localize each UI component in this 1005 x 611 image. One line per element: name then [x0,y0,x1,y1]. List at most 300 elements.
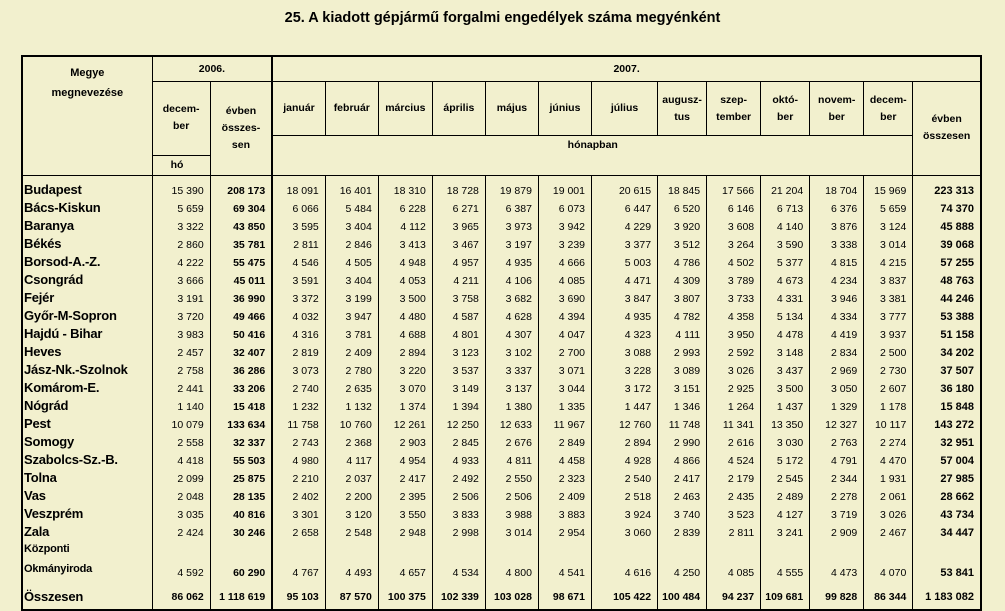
county-name: Vas [22,485,152,503]
county-name: Jász-Nk.-Szolnok [22,359,152,377]
annual-2007-value: 44 246 [913,287,981,305]
table-row [22,323,981,341]
month-value: 2 743 [272,431,325,449]
month-value: 4 085 [707,539,761,579]
month-value: 4 211 [432,269,485,287]
month-value: 2 903 [378,431,432,449]
month-value: 4 954 [378,449,432,467]
month-value: 21 204 [761,175,810,197]
annual-2007-header-b: összesen [923,130,971,143]
month-value: 4 471 [592,269,658,287]
month-value: 3 050 [810,377,864,395]
month-value: 2 550 [485,467,538,485]
month-value: 3 220 [378,359,432,377]
data-table [21,55,982,611]
month-value: 100 484 [658,587,707,610]
month-header [592,82,658,136]
dec-2006-value: 2 424 [152,521,210,539]
month-value: 12 760 [592,413,658,431]
month-value: 4 948 [378,251,432,269]
month-value: 3 733 [707,287,761,305]
month-value: 2 489 [761,485,810,503]
spacer-row [22,579,981,587]
month-value: 5 377 [761,251,810,269]
month-value: 4 085 [538,269,591,287]
month-value: 3 264 [707,233,761,251]
annual-2006-value: 35 781 [210,233,272,251]
month-value: 4 933 [432,449,485,467]
honapban-spacer [272,155,913,175]
month-label-b: ber [880,110,897,123]
month-value: 3 404 [325,215,378,233]
county-name: Békés [22,233,152,251]
month-value: 6 447 [592,197,658,215]
dec-2006-value: 15 390 [152,175,210,197]
dec-2006-value: 86 062 [152,587,210,610]
county-name: Fejér [22,287,152,305]
month-value: 2 417 [378,467,432,485]
month-value: 4 473 [810,539,864,579]
total-row [22,587,981,610]
month-value: 6 228 [378,197,432,215]
annual-2007-value: 53 841 [913,539,981,579]
table-row [22,503,981,521]
month-value: 3 404 [325,269,378,287]
month-value: 1 346 [658,395,707,413]
month-value: 3 338 [810,233,864,251]
month-value: 5 134 [761,305,810,323]
month-value: 3 595 [272,215,325,233]
month-value: 2 763 [810,431,864,449]
annual-2006-value: 1 118 619 [210,587,272,610]
month-value: 2 409 [325,341,378,359]
table-row [22,251,981,269]
month-value: 2 592 [707,341,761,359]
table-row [22,413,981,431]
month-header [538,82,591,136]
month-value: 3 789 [707,269,761,287]
month-value: 4 786 [658,251,707,269]
year-2006-header: 2006. [152,56,272,82]
table-row [22,521,981,539]
spacer-cell [432,579,485,587]
month-value: 4 673 [761,269,810,287]
month-value: 4 307 [485,323,538,341]
month-value: 2 540 [592,467,658,485]
table-row [22,341,981,359]
month-value: 2 834 [810,341,864,359]
table-row [22,305,981,323]
month-value: 3 197 [485,233,538,251]
month-value: 3 847 [592,287,658,305]
kozponti-label-line2: Okmányiroda [24,562,93,575]
dec-2006-value: 5 659 [152,197,210,215]
month-value: 3 500 [378,287,432,305]
month-label-b: tus [674,110,690,123]
month-value: 13 350 [761,413,810,431]
month-value: 2 616 [707,431,761,449]
spacer-cell [325,579,378,587]
annual-2006-value: 40 816 [210,503,272,521]
month-value: 4 811 [485,449,538,467]
month-value: 4 800 [485,539,538,579]
month-value: 2 811 [272,233,325,251]
dec-2006-value: 4 418 [152,449,210,467]
month-value: 4 767 [272,539,325,579]
month-value: 2 990 [658,431,707,449]
month-value: 4 980 [272,449,325,467]
annual-2006-value: 36 286 [210,359,272,377]
month-header [707,82,761,136]
spacer-cell [658,579,707,587]
month-value: 15 969 [864,175,913,197]
month-value: 4 502 [707,251,761,269]
month-value: 4 688 [378,323,432,341]
spacer-cell [485,579,538,587]
month-value: 3 014 [864,233,913,251]
month-value: 3 833 [432,503,485,521]
month-value: 2 700 [538,341,591,359]
month-value: 4 628 [485,305,538,323]
month-value: 3 044 [538,377,591,395]
annual-2007-value: 36 180 [913,377,981,395]
month-value: 2 200 [325,485,378,503]
annual-2007-value: 43 734 [913,503,981,521]
month-value: 4 215 [864,251,913,269]
month-value: 3 337 [485,359,538,377]
month-value: 3 372 [272,287,325,305]
dec-2006-value: 3 322 [152,215,210,233]
month-value: 3 088 [592,341,658,359]
month-value: 3 924 [592,503,658,521]
month-value: 6 066 [272,197,325,215]
month-label: június [549,102,581,114]
county-name: Veszprém [22,503,152,521]
month-label-b: ber [828,110,845,123]
table-row [22,215,981,233]
month-value: 3 950 [707,323,761,341]
month-value: 2 435 [707,485,761,503]
month-value: 3 381 [864,287,913,305]
month-value: 2 780 [325,359,378,377]
month-value: 3 124 [864,215,913,233]
month-value: 99 828 [810,587,864,610]
month-value: 2 998 [432,521,485,539]
county-name: Budapest [22,175,152,197]
month-header [864,82,913,136]
month-value: 4 106 [485,269,538,287]
month-value: 4 866 [658,449,707,467]
month-value: 3 060 [592,521,658,539]
annual-2007-value: 32 951 [913,431,981,449]
month-value: 98 671 [538,587,591,610]
month-value: 4 053 [378,269,432,287]
month-value: 4 505 [325,251,378,269]
month-value: 18 845 [658,175,707,197]
dec-2006-value: 3 035 [152,503,210,521]
month-value: 3 920 [658,215,707,233]
spacer-cell [810,579,864,587]
annual-2007-value: 53 388 [913,305,981,323]
month-label: március [385,102,426,114]
month-value: 3 988 [485,503,538,521]
month-value: 4 358 [707,305,761,323]
month-value: 3 777 [864,305,913,323]
dec-2006-header-b: ber [172,120,190,133]
month-value: 18 728 [432,175,485,197]
dec-2006-value: 2 758 [152,359,210,377]
month-label: augusz- [662,93,702,106]
county-name: Szabolcs-Sz.-B. [22,449,152,467]
dec-2006-header-a: decem- [162,103,200,116]
table-row [22,197,981,215]
month-value: 4 815 [810,251,864,269]
month-value: 2 463 [658,485,707,503]
month-value: 4 524 [707,449,761,467]
month-value: 4 801 [432,323,485,341]
month-value: 3 026 [864,503,913,521]
month-value: 4 250 [658,539,707,579]
month-value: 2 518 [592,485,658,503]
annual-2006-value: 33 206 [210,377,272,395]
annual-2006-header-b: összes- [221,121,261,134]
month-value: 3 973 [485,215,538,233]
county-name: Győr-M-Sopron [22,305,152,323]
annual-2006-value: 50 416 [210,323,272,341]
county-name: Tolna [22,467,152,485]
month-value: 12 261 [378,413,432,431]
month-value: 102 339 [432,587,485,610]
month-value: 3 073 [272,359,325,377]
month-value: 4 127 [761,503,810,521]
spacer-cell [272,579,325,587]
month-value: 6 073 [538,197,591,215]
month-value: 1 335 [538,395,591,413]
month-value: 3 467 [432,233,485,251]
month-value: 1 931 [864,467,913,485]
month-value: 2 395 [378,485,432,503]
month-value: 3 239 [538,233,591,251]
month-value: 3 591 [272,269,325,287]
kozponti-label [24,539,152,579]
annual-2007-value: 223 313 [913,175,981,197]
month-value: 3 523 [707,503,761,521]
spacer-cell [538,579,591,587]
month-value: 2 402 [272,485,325,503]
month-value: 19 001 [538,175,591,197]
month-value: 2 492 [432,467,485,485]
month-value: 3 070 [378,377,432,395]
annual-2006-value: 32 407 [210,341,272,359]
dec-2006-value: 3 666 [152,269,210,287]
county-header [22,56,152,175]
month-value: 4 587 [432,305,485,323]
spacer-cell [152,579,210,587]
month-value: 3 608 [707,215,761,233]
table-row [22,467,981,485]
table-row [22,287,981,305]
page-title: 25. A kiadott gépjármű forgalmi engedélyek száma megyénként [284,10,721,26]
month-value: 1 178 [864,395,913,413]
month-value: 3 883 [538,503,591,521]
annual-2006-value: 32 337 [210,431,272,449]
month-value: 3 301 [272,503,325,521]
month-value: 3 837 [864,269,913,287]
month-value: 94 237 [707,587,761,610]
month-value: 4 111 [658,323,707,341]
dec-2006-header [152,82,210,156]
month-value: 3 781 [325,323,378,341]
month-value: 3 682 [485,287,538,305]
month-value: 109 681 [761,587,810,610]
month-value: 3 120 [325,503,378,521]
annual-2007-value: 39 068 [913,233,981,251]
spacer-cell [210,579,272,587]
month-value: 4 032 [272,305,325,323]
month-value: 2 819 [272,341,325,359]
month-value: 2 839 [658,521,707,539]
month-value: 4 928 [592,449,658,467]
month-value: 18 704 [810,175,864,197]
month-value: 3 199 [325,287,378,305]
month-value: 2 368 [325,431,378,449]
annual-2006-header-a: évben [225,104,257,117]
month-value: 11 748 [658,413,707,431]
month-label: január [283,102,315,114]
month-value: 2 278 [810,485,864,503]
month-value: 105 422 [592,587,658,610]
month-value: 3 413 [378,233,432,251]
annual-2007-value: 34 202 [913,341,981,359]
month-value: 19 879 [485,175,538,197]
ho-label: hó [152,155,210,175]
annual-2006-value: 69 304 [210,197,272,215]
month-value: 12 633 [485,413,538,431]
month-value: 3 807 [658,287,707,305]
month-value: 16 401 [325,175,378,197]
county-name: Bács-Kiskun [22,197,152,215]
table-row [22,175,981,197]
month-value: 2 409 [538,485,591,503]
month-label: novem- [818,93,856,106]
month-value: 2 846 [325,233,378,251]
month-value: 4 470 [864,449,913,467]
month-value: 1 329 [810,395,864,413]
month-label: február [333,102,370,114]
month-value: 3 947 [325,305,378,323]
annual-2006-value: 28 135 [210,485,272,503]
month-value: 2 845 [432,431,485,449]
annual-2006-value: 133 634 [210,413,272,431]
dec-2006-value: 4 222 [152,251,210,269]
month-label: május [496,102,528,114]
county-header-line1: Megye [70,67,105,79]
month-value: 2 909 [810,521,864,539]
dec-2006-value: 2 099 [152,467,210,485]
annual-2006-header-c: sen [231,138,250,151]
month-value: 3 590 [761,233,810,251]
month-value: 2 993 [658,341,707,359]
month-value: 4 555 [761,539,810,579]
month-value: 4 070 [864,539,913,579]
month-value: 95 103 [272,587,325,610]
month-label: július [610,102,639,114]
county-name: Borsod-A.-Z. [22,251,152,269]
month-value: 4 234 [810,269,864,287]
month-value: 3 089 [658,359,707,377]
month-header [658,82,707,136]
month-value: 5 659 [864,197,913,215]
month-value: 4 480 [378,305,432,323]
month-value: 4 791 [810,449,864,467]
month-value: 4 316 [272,323,325,341]
month-value: 3 172 [592,377,658,395]
month-value: 2 849 [538,431,591,449]
county-name: Baranya [22,215,152,233]
month-value: 4 935 [485,251,538,269]
month-value: 3 137 [485,377,538,395]
dec-2006-value: 2 048 [152,485,210,503]
month-value: 3 942 [538,215,591,233]
month-value: 4 534 [432,539,485,579]
month-value: 4 229 [592,215,658,233]
month-value: 3 512 [658,233,707,251]
month-value: 3 377 [592,233,658,251]
month-value: 4 334 [810,305,864,323]
month-value: 5 003 [592,251,658,269]
table-row [22,485,981,503]
annual-2007-value: 1 183 082 [913,587,981,610]
month-value: 3 102 [485,341,538,359]
month-label-b: ber [777,110,794,123]
spacer-cell [592,579,658,587]
annual-2007-value: 28 662 [913,485,981,503]
month-header [432,82,485,136]
month-label: decem- [869,93,907,106]
table-row [22,233,981,251]
month-value: 2 274 [864,431,913,449]
annual-2006-value: 30 246 [210,521,272,539]
annual-2006-value: 43 850 [210,215,272,233]
annual-2006-value: 15 418 [210,395,272,413]
month-value: 2 506 [485,485,538,503]
month-label: szep- [720,93,748,106]
month-header [761,82,810,136]
annual-2006-value: 55 503 [210,449,272,467]
month-value: 2 210 [272,467,325,485]
month-value: 2 323 [538,467,591,485]
county-name: Nógrád [22,395,152,413]
month-value: 4 331 [761,287,810,305]
table-row [22,539,981,579]
month-value: 11 341 [707,413,761,431]
dec-2006-value: 4 592 [152,539,210,579]
annual-2007-value: 27 985 [913,467,981,485]
month-value: 2 635 [325,377,378,395]
month-value: 17 566 [707,175,761,197]
month-value: 3 740 [658,503,707,521]
spacer-cell [761,579,810,587]
table-row [22,359,981,377]
month-value: 2 730 [864,359,913,377]
month-value: 6 713 [761,197,810,215]
month-label: április [443,102,475,114]
month-value: 4 309 [658,269,707,287]
spacer-cell [378,579,432,587]
month-value: 4 478 [761,323,810,341]
month-value: 3 690 [538,287,591,305]
month-value: 1 380 [485,395,538,413]
